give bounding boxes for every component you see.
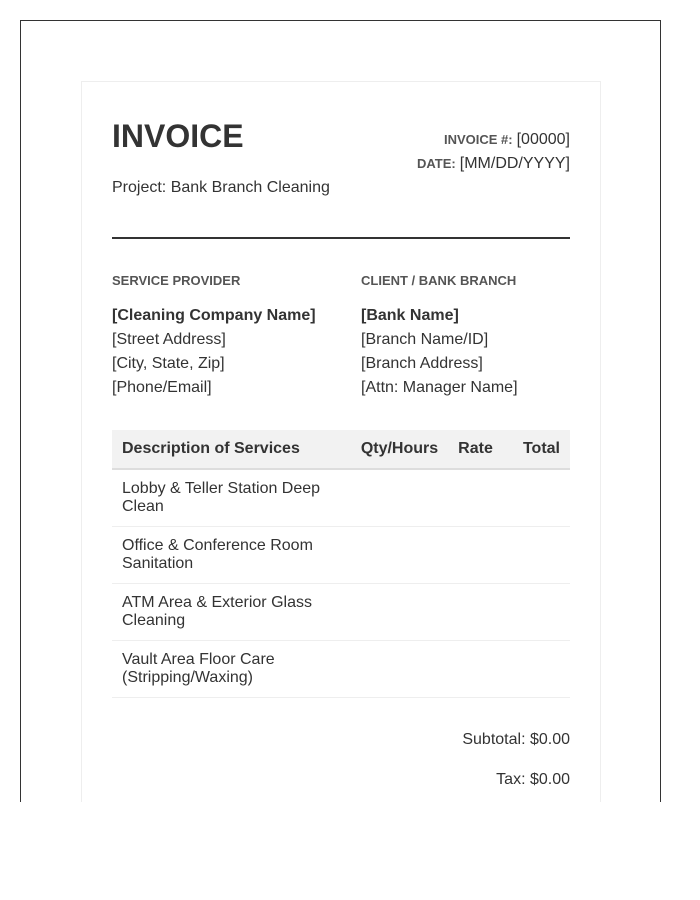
invoice-number-label: INVOICE #: (443, 132, 513, 147)
invoice-date-label: DATE: (417, 156, 456, 171)
row-total (508, 641, 570, 698)
col-rate: Rate (448, 430, 508, 469)
invoice-header (112, 118, 570, 238)
provider-contact: [Phone/Email] (112, 379, 212, 396)
invoice-card (81, 81, 601, 802)
invoice-title: INVOICE (112, 118, 244, 154)
totals-block (462, 730, 570, 802)
service-provider-heading: SERVICE PROVIDER (112, 273, 241, 288)
table-row (112, 584, 570, 641)
page-frame (20, 20, 661, 802)
client-heading: CLIENT / BANK BRANCH (361, 273, 517, 288)
row-rate (448, 584, 508, 641)
row-rate (448, 641, 508, 698)
tax-line: Tax: $0.00 (496, 771, 570, 788)
row-rate (448, 527, 508, 584)
row-rate (448, 469, 508, 527)
row-total (508, 469, 570, 527)
row-total (508, 527, 570, 584)
col-total: Total (508, 430, 570, 469)
row-qty (342, 641, 448, 698)
client-name: [Bank Name] (361, 307, 459, 324)
provider-address: [Street Address] (112, 331, 226, 348)
row-qty (342, 584, 448, 641)
row-qty (342, 469, 448, 527)
invoice-date-line (417, 152, 570, 176)
client-block (361, 272, 591, 400)
invoice-number-line (417, 128, 570, 152)
row-total (508, 584, 570, 641)
row-description: Office & Conference Room Sanitation (112, 527, 342, 584)
invoice-number-value: [00000] (516, 131, 570, 148)
provider-name: [Cleaning Company Name] (112, 307, 316, 324)
invoice-meta (417, 128, 570, 176)
client-branch: [Branch Name/ID] (361, 331, 489, 348)
table-row (112, 469, 570, 527)
provider-city: [City, State, Zip] (112, 355, 225, 372)
service-provider-block (112, 272, 342, 400)
client-address: [Branch Address] (361, 355, 483, 372)
client-attn: [Attn: Manager Name] (361, 379, 518, 396)
row-description: ATM Area & Exterior Glass Cleaning (112, 584, 342, 641)
table-row (112, 641, 570, 698)
row-description: Vault Area Floor Care (Stripping/Waxing) (112, 641, 342, 698)
table-row (112, 527, 570, 584)
project-line: Project: Bank Branch Cleaning (112, 179, 330, 196)
row-qty (342, 527, 448, 584)
invoice-date-value: [MM/DD/YYYY] (459, 155, 570, 172)
table-header-row (112, 430, 570, 469)
subtotal-line: Subtotal: $0.00 (462, 731, 570, 748)
services-table (112, 430, 570, 698)
row-description: Lobby & Teller Station Deep Clean (112, 469, 342, 527)
col-description: Description of Services (112, 430, 342, 469)
header-divider (112, 237, 570, 239)
col-qty: Qty/Hours (342, 430, 448, 469)
